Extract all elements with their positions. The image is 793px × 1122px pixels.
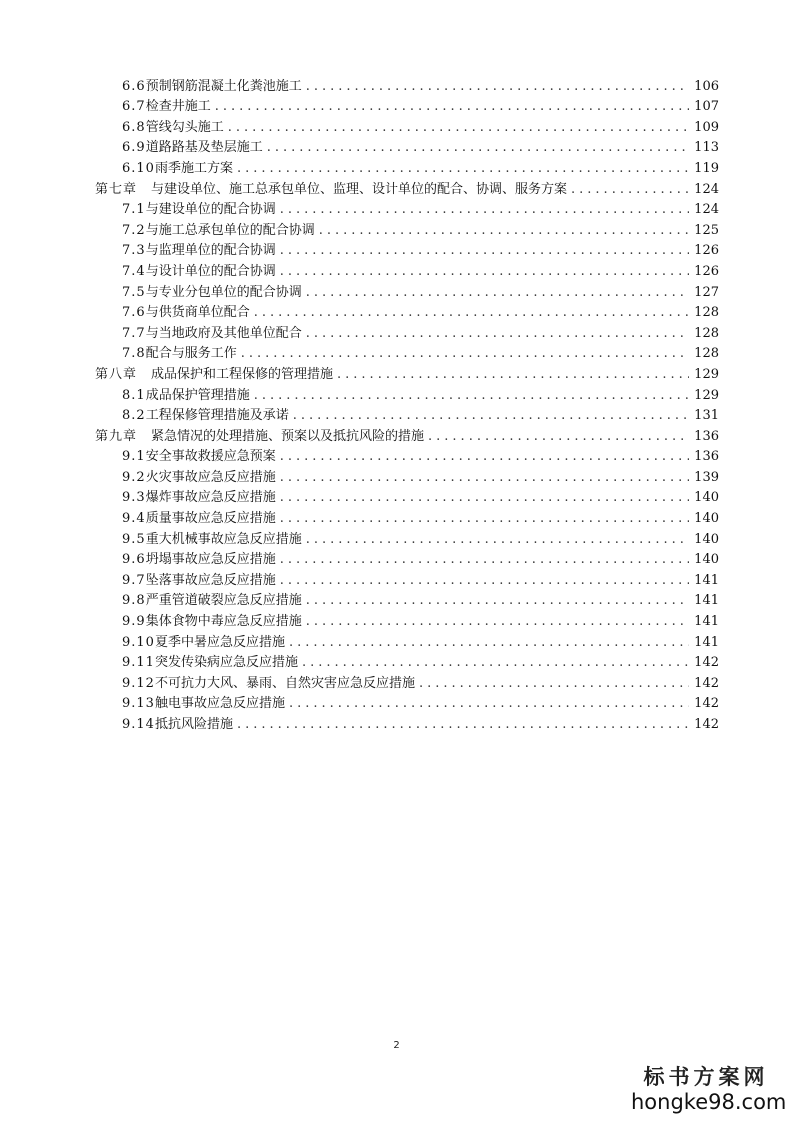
toc-entry-number: 7.6 [122,305,146,321]
toc-entry-title: 与建设单位、施工总承包单位、监理、设计单位的配合、协调、服务方案 [151,181,568,197]
toc-dot-leader [571,180,689,200]
toc-entry-number: 6.7 [122,99,146,115]
toc-page-number: 119 [694,160,719,176]
toc-section-entry[interactable] [95,158,719,179]
toc-dot-leader [428,427,689,447]
toc-dot-leader [241,344,689,364]
toc-entry-number: 第七章 [95,181,138,197]
toc-section-entry[interactable] [95,261,719,282]
toc-dot-leader [293,406,689,426]
toc-dot-leader [280,447,689,467]
toc-entry-title: 触电事故应急反应措施 [154,696,285,712]
toc-page-number: 129 [694,387,719,403]
toc-page-number: 124 [694,202,719,218]
toc-section-entry[interactable] [95,282,719,303]
toc-entry-number: 6.10 [122,160,155,176]
watermark-en: hongke98.com [631,1090,787,1114]
toc-entry-title: 集体食物中毒应急反应措施 [145,614,302,630]
toc-entry-number: 9.13 [122,696,155,712]
toc-section-entry[interactable] [95,611,719,632]
toc-dot-leader [302,653,689,673]
toc-page-number: 139 [694,469,719,485]
toc-entry-title: 坠落事故应急反应措施 [145,572,276,588]
toc-entry-number: 第九章 [95,428,138,444]
toc-chapter-entry[interactable] [95,179,719,200]
toc-entry-number: 9.5 [122,531,146,547]
toc-dot-leader [306,530,689,550]
toc-section-entry[interactable] [95,591,719,612]
toc-page-number: 113 [694,140,719,156]
toc-dot-leader [280,509,689,529]
toc-dot-leader [280,550,689,570]
toc-entry-number: 8.1 [122,387,146,403]
toc-entry-title: 雨季施工方案 [154,160,233,176]
toc-entry-number: 9.6 [122,552,146,568]
toc-section-entry[interactable] [95,550,719,571]
toc-page-number: 142 [694,696,719,712]
toc-dot-leader [237,715,689,735]
toc-entry-title: 严重管道破裂应急反应措施 [145,593,302,609]
toc-entry-number: 6.9 [122,140,146,156]
toc-page-number: 142 [694,717,719,732]
toc-entry-title: 配合与服务工作 [145,346,237,362]
toc-entry-title: 不可抗力大风、暴雨、自然灾害应急反应措施 [154,675,415,691]
toc-section-entry[interactable] [95,653,719,674]
toc-entry-number: 8.2 [122,408,146,424]
toc-section-entry[interactable] [95,323,719,344]
toc-dot-leader [419,674,689,694]
table-of-contents [95,76,719,735]
toc-page-number: 125 [694,222,719,238]
toc-dot-leader [280,241,689,261]
toc-page-number: 126 [694,263,719,279]
toc-section-entry[interactable] [95,694,719,715]
toc-entry-number: 7.2 [122,222,146,238]
toc-page-number: 140 [694,531,719,547]
toc-dot-leader [280,262,689,282]
watermark-logo [631,1064,787,1114]
toc-entry-number: 7.5 [122,284,146,300]
toc-dot-leader [254,303,689,323]
toc-dot-leader [215,97,689,117]
toc-section-entry[interactable] [95,117,719,138]
toc-entry-title: 与专业分包单位的配合协调 [145,284,302,300]
toc-page-number: 140 [694,552,719,568]
toc-entry-title: 与施工总承包单位的配合协调 [145,222,315,238]
toc-section-entry[interactable] [95,241,719,262]
toc-section-entry[interactable] [95,632,719,653]
toc-dot-leader [237,159,689,179]
toc-section-entry[interactable] [95,529,719,550]
toc-page-number: 141 [694,614,719,630]
toc-entry-number: 7.1 [122,202,146,218]
toc-dot-leader [289,633,689,653]
toc-entry-number: 7.8 [122,346,146,362]
toc-dot-leader [280,488,689,508]
toc-entry-title: 抵抗风险措施 [154,717,233,732]
toc-entry-number: 9.10 [122,634,155,650]
toc-entry-number: 7.7 [122,325,146,341]
toc-entry-title: 坍塌事故应急反应措施 [145,552,276,568]
toc-entry-title: 与监理单位的配合协调 [145,243,276,259]
toc-entry-title: 道路路基及垫层施工 [145,140,263,156]
toc-dot-leader [280,468,689,488]
toc-page-number: 127 [694,284,719,300]
toc-page-number: 128 [694,346,719,362]
toc-entry-number: 9.8 [122,593,146,609]
toc-page-number: 106 [694,78,719,94]
toc-page-number: 140 [694,511,719,527]
toc-entry-title: 火灾事故应急反应措施 [145,469,276,485]
toc-dot-leader [306,612,689,632]
toc-page-number: 129 [694,366,719,382]
toc-entry-title: 夏季中暑应急反应措施 [154,634,285,650]
toc-entry-number: 9.1 [122,449,146,465]
toc-section-entry[interactable] [95,200,719,221]
toc-entry-title: 质量事故应急反应措施 [145,511,276,527]
toc-page-number: 128 [694,325,719,341]
toc-entry-number: 9.14 [122,717,155,732]
watermark-cn: 标书方案网 [643,1064,769,1089]
toc-chapter-entry[interactable] [95,364,719,385]
toc-entry-number: 9.12 [122,675,155,691]
toc-section-entry[interactable] [95,467,719,488]
toc-section-entry[interactable] [95,76,719,97]
toc-entry-title: 突发传染病应急反应措施 [154,655,298,671]
toc-section-entry[interactable] [95,447,719,468]
toc-entry-title: 安全事故救援应急预案 [145,449,276,465]
toc-entry-number: 6.6 [122,78,146,94]
toc-page-number: 140 [694,490,719,506]
toc-section-entry[interactable] [95,714,719,735]
toc-page-number: 141 [694,634,719,650]
toc-entry-title: 与设计单位的配合协调 [145,263,276,279]
toc-entry-title: 与建设单位的配合协调 [145,202,276,218]
toc-page-number: 128 [694,305,719,321]
toc-entry-title: 成品保护管理措施 [145,387,250,403]
toc-dot-leader [228,118,689,138]
toc-entry-title: 与当地政府及其他单位配合 [145,325,302,341]
toc-entry-number: 6.8 [122,119,146,135]
toc-entry-number: 9.7 [122,572,146,588]
toc-page-number: 142 [694,655,719,671]
toc-section-entry[interactable] [95,488,719,509]
toc-dot-leader [254,386,689,406]
toc-entry-number: 第八章 [95,366,138,382]
toc-page-number: 136 [694,449,719,465]
toc-section-entry[interactable] [95,508,719,529]
toc-entry-number: 9.9 [122,614,146,630]
toc-entry-title: 管线勾头施工 [145,119,224,135]
toc-entry-number: 9.4 [122,511,146,527]
toc-dot-leader [337,365,689,385]
toc-page-number: 107 [694,99,719,115]
toc-section-entry[interactable] [95,303,719,324]
toc-page-number: 141 [694,572,719,588]
toc-entry-title: 与供货商单位配合 [145,305,250,321]
toc-entry-title: 预制钢筋混凝土化粪池施工 [145,78,302,94]
toc-entry-title: 重大机械事故应急反应措施 [145,531,302,547]
toc-section-entry[interactable] [95,406,719,427]
toc-page-number: 126 [694,243,719,259]
toc-dot-leader [280,571,689,591]
toc-entry-number: 7.4 [122,263,146,279]
toc-section-entry[interactable] [95,220,719,241]
toc-section-entry[interactable] [95,138,719,159]
toc-dot-leader [306,77,689,97]
toc-entry-title: 工程保修管理措施及承诺 [145,408,289,424]
toc-chapter-entry[interactable] [95,426,719,447]
toc-entry-number: 9.2 [122,469,146,485]
toc-section-entry[interactable] [95,385,719,406]
toc-dot-leader [306,283,689,303]
toc-entry-number: 9.11 [122,655,155,671]
toc-dot-leader [280,200,689,220]
toc-entry-title: 紧急情况的处理措施、预案以及抵抗风险的措施 [151,428,425,444]
toc-dot-leader [289,694,689,714]
toc-section-entry[interactable] [95,673,719,694]
toc-entry-number: 9.3 [122,490,146,506]
toc-page-number: 109 [694,119,719,135]
toc-page-number: 141 [694,593,719,609]
toc-entry-title: 爆炸事故应急反应措施 [145,490,276,506]
toc-page-number: 142 [694,675,719,691]
toc-dot-leader [306,324,689,344]
toc-page-number: 136 [694,428,719,444]
toc-entry-number: 7.3 [122,243,146,259]
toc-dot-leader [319,221,689,241]
page-number: 2 [393,1040,400,1051]
toc-page-number: 124 [694,181,719,197]
toc-dot-leader [306,591,689,611]
toc-entry-title: 检查井施工 [145,99,211,115]
toc-section-entry[interactable] [95,97,719,118]
toc-section-entry[interactable] [95,570,719,591]
toc-dot-leader [267,138,689,158]
toc-section-entry[interactable] [95,344,719,365]
toc-entry-title: 成品保护和工程保修的管理措施 [151,366,334,382]
toc-page-number: 131 [694,408,719,424]
